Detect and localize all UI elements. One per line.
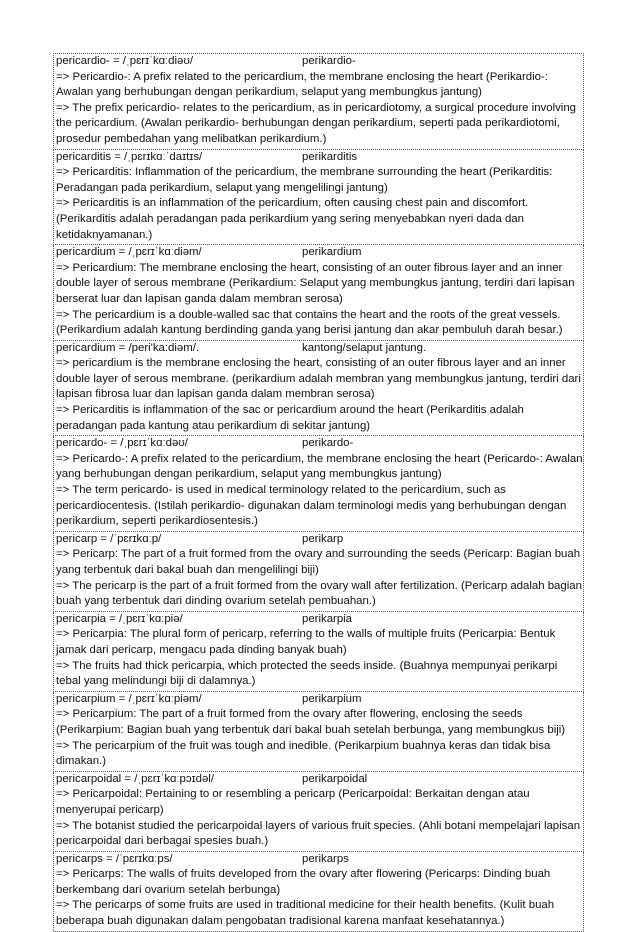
entry-word-pronunciation: pericarditis = /ˌpɛrɪkɑːˈdaɪtɪs/	[56, 150, 203, 163]
entry-definitions	[56, 356, 583, 434]
dictionary-entry	[53, 245, 584, 341]
entry-word-pronunciation: pericarps = /ˈpɛrɪkɑːps/	[56, 852, 173, 865]
definition-line: => The fruits had thick pericarpia, which protected the seeds inside. (Buahnya mempunyai perikarpi tebal yang melindungi biji di dalamnya.)	[56, 659, 558, 688]
entry-headline	[56, 852, 583, 868]
entry-word-pronunciation: pericarpia = /ˌpɛrɪˈkɑːpiə/	[56, 612, 183, 625]
entry-translation: kantong/selaput jantung.	[302, 341, 427, 354]
definition-line: => Pericardo-: A prefix related to the pericardium, the membrane enclosing the heart (Pericardo-: Awalan yang berhubungan dengan perikardium, selaput yang membungkus jantung)	[56, 452, 583, 481]
entry-word-pronunciation: pericardium = /peri'ka:diəm/.	[56, 341, 200, 354]
definition-line: => The pericarp is the part of a fruit formed from the ovary wall after fertilization. (Pericarp adalah bagian buah yang terbentuk dari dinding ovarium setelah pembuahan.)	[56, 579, 582, 608]
dictionary-entry	[53, 852, 584, 932]
entry-headline	[56, 341, 583, 357]
entry-translation: perikarpoidal	[302, 772, 368, 785]
entry-translation: perikarpia	[302, 612, 353, 625]
entry-translation: perikardo-	[302, 437, 354, 450]
entry-translation: perikarps	[302, 852, 349, 865]
entry-headline	[56, 54, 583, 70]
entry-definitions	[56, 70, 583, 148]
definition-line: => Pericarditis: Inflammation of the pericardium, the membrane surrounding the heart (Perikarditis: Peradangan pada perikardium, selaput yang mengelilingi jantung)	[56, 166, 553, 194]
definition-line: => Pericardium: The membrane enclosing the heart, consisting of an outer fibrous layer and an inner double layer of serous membrane (Perikardium: Selaput yang membungkus jantung, terdiri dari lapisan berserat luar dan lapisan ganda dalam membran serosa)	[56, 261, 575, 305]
definition-line: => The prefix pericardio- relates to the pericardium, as in pericardiotomy, a surgical procedure involving the pericardium. (Awalan perikardio- berhubungan dengan perikardium, seperti pada perikardiotomi, prosedur pembedahan yang melibatkan perikardium.)	[56, 101, 577, 145]
entry-definitions	[56, 452, 583, 530]
entry-definitions	[56, 867, 583, 929]
definition-line: => The pericarpium of the fruit was tough and inedible. (Perikarpium buahnya keras dan tidak bisa dimakan.)	[56, 739, 551, 768]
entry-definitions	[56, 547, 583, 609]
entry-headline	[56, 772, 583, 788]
entry-word-pronunciation: pericardio- = /ˌpɛrɪˈkɑːdiəʊ/	[56, 55, 193, 67]
definition-line: => The pericardium is a double-walled sac that contains the heart and the roots of the great vessels. (Perikardium adalah kantung berdinding ganda yang berisi jantung dan akar pembuluh darah besar.)	[56, 308, 563, 337]
entry-translation: perikarditis	[302, 150, 358, 163]
dictionary-entry	[53, 612, 584, 692]
definition-line: => The pericarps of some fruits are used in traditional medicine for their health benefits. (Kulit buah beberapa buah digunakan dalam pengobatan tradisional karena manfaat kesehatannya.)	[56, 899, 555, 928]
dictionary-entry	[53, 150, 584, 246]
definition-line: => Pericarditis is inflammation of the sac or pericardium around the heart (Perikarditis adalah peradangan pada kantung atau perikardium di sekitar jantung)	[56, 404, 524, 432]
definition-line: => Pericarps: The walls of fruits developed from the ovary after flowering (Pericarps: Dinding buah berkembang dari ovarium setelah berbunga)	[56, 868, 551, 896]
entry-headline	[56, 532, 583, 548]
definition-line: => pericardium is the membrane enclosing the heart, consisting of an outer fibrous layer and an inner double layer of serous membrane. (perikardium adalah membran yang membungkus jantung, terdiri dari lapisan fibrosa luar dan lapisan ganda dalam membran serosa)	[56, 357, 581, 401]
definition-line: => Pericardio-: A prefix related to the pericardium, the membrane enclosing the heart (Perikardio-: Awalan yang berhubungan dengan perikardium, selaput yang membungkus jantung)	[56, 70, 548, 99]
entry-definitions	[56, 707, 583, 769]
entry-headline	[56, 436, 583, 452]
entry-word-pronunciation: pericardium = /ˌpɛrɪˈkɑːdiəm/	[56, 246, 202, 259]
dictionary-entry	[53, 436, 584, 532]
entry-definitions	[56, 627, 583, 689]
entry-translation: perikarpium	[302, 692, 362, 705]
definition-line: => Pericarditis is an inflammation of the pericardium, often causing chest pain and discomfort. (Perikarditis adalah peradangan pada perikardium yang sering menyebabkan nyeri dada dan ketidaknyamanan.)	[56, 197, 529, 241]
definition-line: => Pericarpium: The part of a fruit formed from the ovary after flowering, enclosing the seeds (Perikarpium: Bagian buah yang terbentuk dari bakal buah setelah berbunga, yang membungkus biji)	[56, 708, 566, 736]
dictionary-entry	[53, 532, 584, 612]
entry-word-pronunciation: pericarpium = /ˌpɛrɪˈkɑːpiəm/	[56, 692, 202, 705]
entry-definitions	[56, 165, 583, 243]
entry-translation: perikardium	[302, 246, 362, 259]
entry-definitions	[56, 261, 583, 339]
entry-word-pronunciation: pericarpoidal = /ˌpɛrɪˈkɑːpɔɪdəl/	[56, 772, 215, 785]
definition-line: => Pericarpia: The plural form of pericarp, referring to the walls of multiple fruits (Pericarpia: Bentuk jamak dari pericarp, mengacu pada dinding banyak buah)	[56, 628, 556, 656]
dictionary-entry	[53, 772, 584, 852]
entry-word-pronunciation: pericarp = /ˈpɛrɪkɑːp/	[56, 532, 162, 545]
entry-translation: perikarp	[302, 532, 344, 545]
entry-definitions	[56, 787, 583, 849]
entry-headline	[56, 245, 583, 261]
dictionary-entry	[53, 692, 584, 772]
definition-line: => The term pericardo- is used in medical terminology related to the pericardium, such as pericardiocentesis. (Istilah perikardio- digunakan dalam terminologi medis yang berhubungan dengan perikardium, seperti perikardiosentesis.)	[56, 484, 567, 528]
entry-translation: perikardio-	[302, 55, 356, 67]
entry-headline	[56, 150, 583, 166]
dictionary-entry	[53, 341, 584, 437]
definition-line: => Pericarpoidal: Pertaining to or resembling a pericarp (Pericarpoidal: Berkaitan dengan atau menyerupai pericarp)	[56, 788, 530, 816]
dictionary-entry	[53, 53, 584, 150]
dictionary-entries	[53, 53, 584, 932]
entry-headline	[56, 612, 583, 628]
definition-line: => Pericarp: The part of a fruit formed from the ovary and surrounding the seeds (Pericarp: Bagian buah yang terbentuk dari bakal buah dan mengelilingi biji)	[56, 548, 581, 576]
entry-headline	[56, 692, 583, 708]
definition-line: => The botanist studied the pericarpoidal layers of various fruit species. (Ahli botani mempelajari lapisan pericarpoidal dari berbagai spesies buah.)	[56, 819, 581, 848]
entry-word-pronunciation: pericardo- = /ˌpɛrɪˈkɑːdəʊ/	[56, 437, 188, 450]
